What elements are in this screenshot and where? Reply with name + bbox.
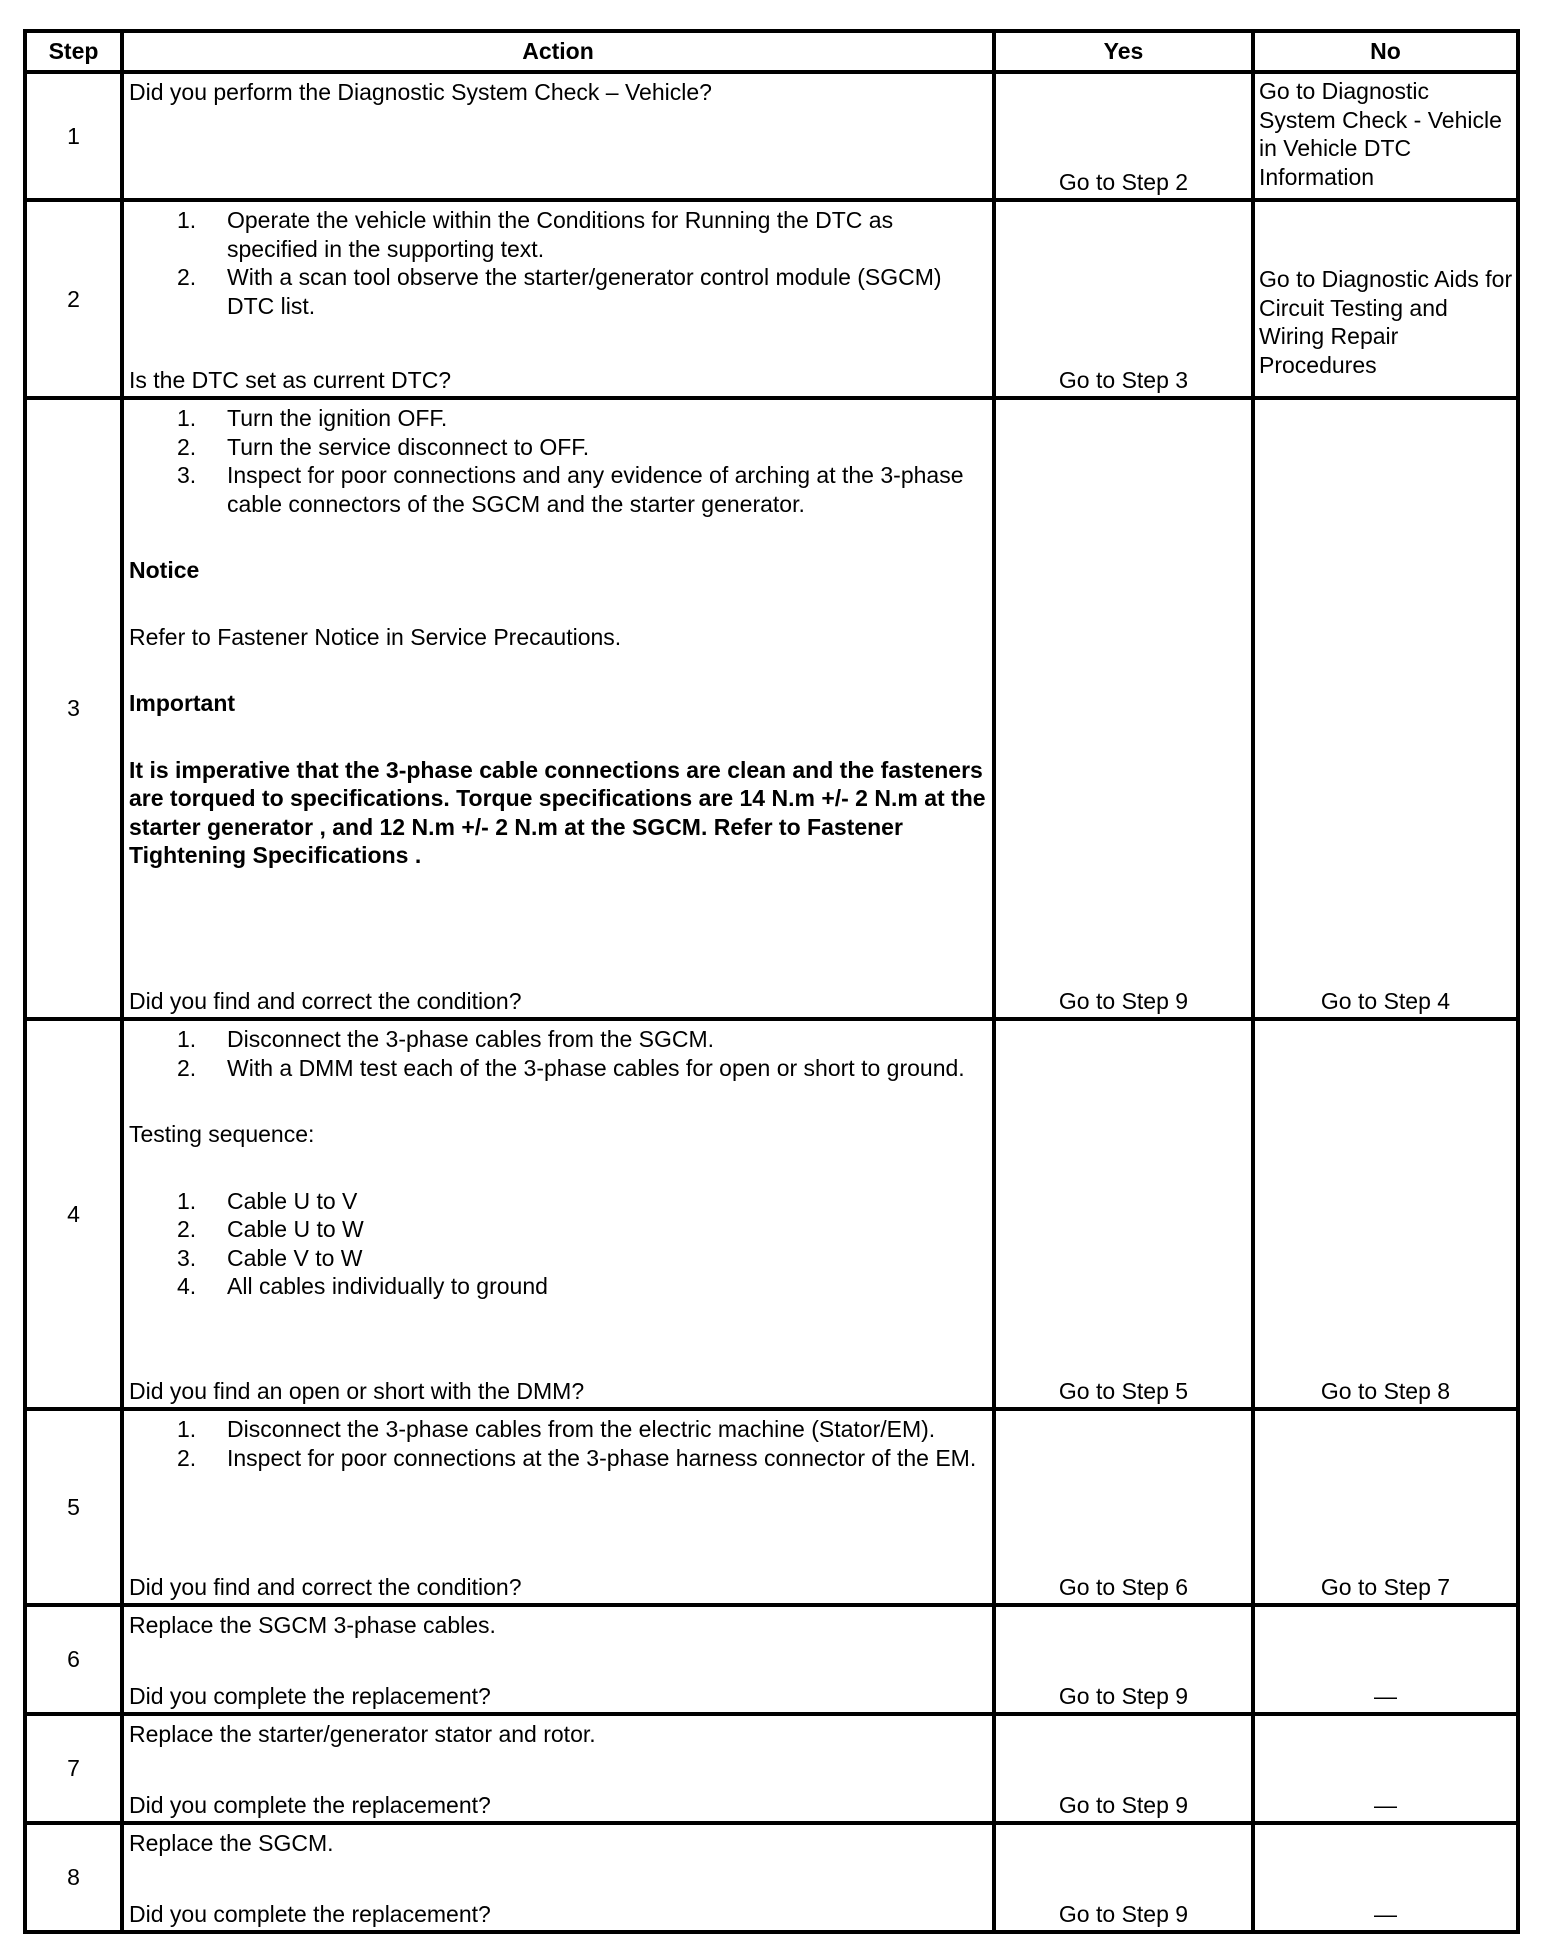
no-cell bbox=[1253, 1823, 1518, 1932]
question-text: Did you find an open or short with the DMM? bbox=[129, 1377, 585, 1404]
action-text: Replace the SGCM 3-phase cables. bbox=[129, 1612, 496, 1638]
no-result: Go to Step 7 bbox=[1320, 1573, 1451, 1600]
action-list bbox=[129, 206, 987, 320]
action-cell bbox=[122, 1605, 994, 1714]
step-number: 2 bbox=[25, 200, 122, 398]
header-no: No bbox=[1253, 31, 1518, 72]
action-cell bbox=[122, 1714, 994, 1823]
list-item: 2. Inspect for poor connections at the 3-phase harness connector of the EM. bbox=[177, 1444, 977, 1471]
question-text: Did you find and correct the condition? bbox=[129, 987, 522, 1014]
yes-result: Go to Step 9 bbox=[1058, 1900, 1189, 1927]
yes-cell bbox=[994, 200, 1253, 398]
action-cell bbox=[122, 200, 994, 398]
no-result: Go to Diagnostic Aids for Circuit Testing and Wiring Repair Procedures bbox=[1259, 265, 1513, 378]
step-number: 6 bbox=[25, 1605, 122, 1714]
action-cell bbox=[122, 1823, 994, 1932]
yes-cell bbox=[994, 1019, 1253, 1409]
no-result: — bbox=[1374, 1791, 1397, 1818]
yes-result: Go to Step 6 bbox=[1058, 1573, 1189, 1600]
step-number: 7 bbox=[25, 1714, 122, 1823]
table-row bbox=[25, 200, 1518, 398]
list-item: 2. Turn the service disconnect to OFF. bbox=[177, 433, 590, 460]
no-cell bbox=[1253, 1019, 1518, 1409]
table-row bbox=[25, 1823, 1518, 1932]
list-item: 3. Inspect for poor connections and any evidence of arching at the 3-phase cable connectors of the SGCM and the starter generator. bbox=[177, 462, 964, 517]
notice-title: Notice bbox=[129, 557, 200, 583]
step-number: 1 bbox=[25, 72, 122, 200]
header-step: Step bbox=[25, 31, 122, 72]
list-item: 1. Operate the vehicle within the Conditions for Running the DTC as specified in the supporting text. bbox=[177, 207, 894, 262]
list-item: 2. With a scan tool observe the starter/generator control module (SGCM) DTC list. bbox=[177, 264, 942, 319]
sequence-label: Testing sequence: bbox=[129, 1121, 315, 1147]
yes-result: Go to Step 2 bbox=[1058, 168, 1189, 195]
action-list bbox=[129, 1415, 987, 1472]
table-row bbox=[25, 1605, 1518, 1714]
action-text: Did you perform the Diagnostic System Check – Vehicle? bbox=[129, 79, 712, 105]
table-row bbox=[25, 398, 1518, 1019]
yes-cell bbox=[994, 1605, 1253, 1714]
table-row bbox=[25, 72, 1518, 200]
action-text: Replace the SGCM. bbox=[129, 1830, 334, 1856]
no-cell bbox=[1253, 1605, 1518, 1714]
table-row bbox=[25, 1714, 1518, 1823]
no-cell bbox=[1253, 1409, 1518, 1605]
question-text: Did you find and correct the condition? bbox=[129, 1573, 522, 1600]
header-yes: Yes bbox=[994, 31, 1253, 72]
question-text: Did you complete the replacement? bbox=[129, 1791, 491, 1818]
list-item: 2. Cable U to W bbox=[177, 1216, 364, 1242]
yes-cell bbox=[994, 398, 1253, 1019]
action-list bbox=[129, 404, 987, 518]
list-item: 1. Disconnect the 3-phase cables from the electric machine (Stator/EM). bbox=[177, 1416, 936, 1442]
action-text: Replace the starter/generator stator and rotor. bbox=[129, 1721, 596, 1747]
list-item: 1. Turn the ignition OFF. bbox=[177, 405, 448, 431]
question-text: Did you complete the replacement? bbox=[129, 1900, 491, 1927]
yes-cell bbox=[994, 1409, 1253, 1605]
yes-cell bbox=[994, 1714, 1253, 1823]
no-cell bbox=[1253, 1714, 1518, 1823]
list-item: 2. With a DMM test each of the 3-phase cables for open or short to ground. bbox=[177, 1054, 965, 1081]
yes-result: Go to Step 9 bbox=[1058, 1682, 1189, 1709]
sequence-list bbox=[129, 1187, 987, 1301]
table-row bbox=[25, 1409, 1518, 1605]
no-cell bbox=[1253, 398, 1518, 1019]
yes-result: Go to Step 9 bbox=[1058, 1791, 1189, 1818]
header-row bbox=[25, 31, 1518, 72]
table-row bbox=[25, 1019, 1518, 1409]
list-item: 1. Cable U to V bbox=[177, 1187, 358, 1214]
yes-result: Go to Step 3 bbox=[1058, 366, 1189, 393]
header-action: Action bbox=[122, 31, 994, 72]
action-cell bbox=[122, 1019, 994, 1409]
important-title: Important bbox=[129, 690, 236, 716]
step-number: 5 bbox=[25, 1409, 122, 1605]
yes-result: Go to Step 5 bbox=[1058, 1377, 1189, 1404]
action-cell bbox=[122, 398, 994, 1019]
step-number: 8 bbox=[25, 1823, 122, 1932]
question-text: Did you complete the replacement? bbox=[129, 1682, 491, 1709]
step-number: 3 bbox=[25, 398, 122, 1019]
no-result: — bbox=[1374, 1900, 1397, 1927]
no-result: Go to Step 8 bbox=[1320, 1377, 1451, 1404]
list-item: 1. Disconnect the 3-phase cables from the SGCM. bbox=[177, 1026, 715, 1052]
yes-cell bbox=[994, 1823, 1253, 1932]
step-number: 4 bbox=[25, 1019, 122, 1409]
no-result: Go to Diagnostic System Check - Vehicle in Vehicle DTC Information bbox=[1259, 78, 1502, 190]
yes-cell bbox=[994, 72, 1253, 200]
question-text: Is the DTC set as current DTC? bbox=[129, 366, 452, 393]
notice-text: Refer to Fastener Notice in Service Precautions. bbox=[129, 623, 622, 650]
action-cell bbox=[122, 1409, 994, 1605]
list-item: 3. Cable V to W bbox=[177, 1244, 363, 1271]
list-item: 4. All cables individually to ground bbox=[177, 1273, 548, 1299]
action-list bbox=[129, 1025, 987, 1082]
no-cell bbox=[1253, 200, 1518, 398]
no-result: Go to Step 4 bbox=[1320, 987, 1451, 1014]
action-cell bbox=[122, 72, 994, 200]
no-result: — bbox=[1374, 1682, 1397, 1709]
no-cell bbox=[1253, 72, 1518, 200]
diagnostic-table bbox=[23, 29, 1520, 1934]
important-text: It is imperative that the 3-phase cable connections are clean and the fasteners are torqued to specifications. Torque specifications are 14 N.m +/- 2 N.m at the starter generator , and 12 N.m +/- 2 N.m at the SGCM. Refer to Fastener Tightening Specifications . bbox=[129, 756, 986, 868]
yes-result: Go to Step 9 bbox=[1058, 987, 1189, 1014]
